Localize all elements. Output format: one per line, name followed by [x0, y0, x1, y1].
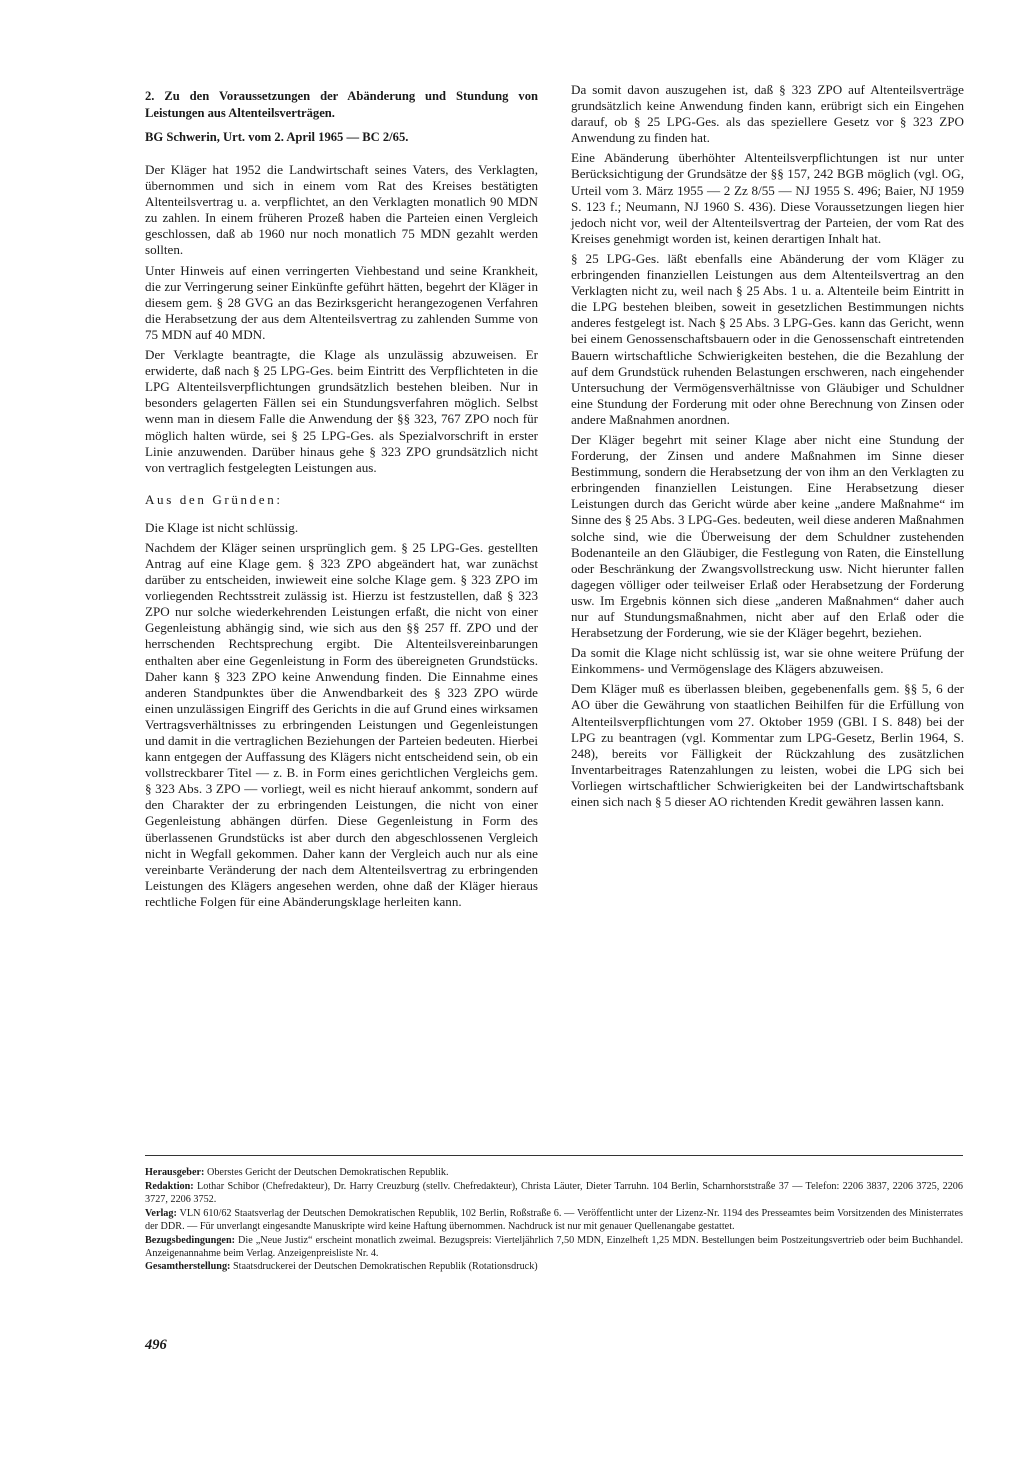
imprint-line	[145, 1180, 963, 1206]
imprint-label: Gesamtherstellung:	[145, 1261, 231, 1273]
imprint-text: Lothar Schibor (Chefredakteur), Dr. Harry Creuzburg (stellv. Chefredakteur), Christa Läuter, Dieter Tarruhn. 104 Berlin, Scharnhorststraße 37 — Telefon: 2206 3837, 2206 3725, 2206 3727, 2206 3752.	[145, 1180, 963, 1205]
paragraph: Dem Kläger muß es überlassen bleiben, gegebenenfalls gem. §§ 5, 6 der AO über die Gewährung von staatlichen Beihilfen für die Erfüllung von Altenteilsverpflichtungen vom 27. Oktober 1959 (GBl. I S. 848) bei der LPG zu beantragen (vgl. Kommentar zum LPG-Gesetz, Berlin 1964, S. 248), bereits vor Fälligkeit der Rückzahlung des zusätzlichen Inventarbeitrages Ratenzahlungen zu leisten, wobei die LPG sich bei Vorliegen wirtschaftlicher Schwierigkeiten bei der Landwirtschaftsbank einen sich nach § 5 dieser AO richtenden Kredit gewähren lassen kann.	[571, 681, 964, 810]
imprint-label: Herausgeber:	[145, 1167, 205, 1178]
paragraph: Die Klage ist nicht schlüssig.	[145, 519, 299, 535]
left-column	[145, 82, 538, 914]
paragraph: Unter Hinweis auf einen verringerten Viehbestand und seine Krankheit, die zur Verringerung seiner Einkünfte geführt hätten, begehrt der Kläger in diesem gem. § 28 GVG an das Bezirksgericht herangezogenen Verfahren die Herabsetzung der aus dem Altenteilsvertrag zu zahlenden Summe von 75 MDN auf 40 MDN.	[145, 262, 538, 342]
paragraph: Der Kläger begehrt mit seiner Klage aber nicht eine Stundung der Forderung, der Zinsen und andere Maßnahmen im Sinne dieser Bestimmung, sondern die Herabsetzung der von ihm an den Verklagten zu erbringenden finanziellen Leistungen. Eine Herabsetzung dieser Leistungen durch das Gericht würde aber keine „andere Maßnahme“ im Sinne des § 25 Abs. 3 LPG-Ges. bedeuten, weil diese anderen Maßnahmen solche sind, wie die Überweisung der dem Schuldner zustehenden Bodenanteile an den Gläubiger, die Festlegung von Raten, die Einstellung oder Beschränkung der Zwangsvollstreckung usw. Nicht hierunter fallen dagegen völliger oder teilweiser Erlaß oder Herabsetzung der Forderung usw. Im Ergebnis können sich diese „anderen Maßnahmen“ daher auch nur auf Stundungsmaßnahmen, nicht aber auf den Erlaß oder die Herabsetzung der Forderung, wie sie der Kläger begehrt, beziehen.	[571, 431, 964, 641]
imprint-label: Bezugsbedingungen:	[145, 1234, 236, 1246]
paragraph: § 25 LPG-Ges. läßt ebenfalls eine Abänderung der vom Kläger zu erbringenden finanziellen Leistungen aus dem Altenteilsvertrag an den Verklagten nicht zu, weil nach § 25 Abs. 1 u. a. Altenteile beim Eintritt in die LPG bestehen bleiben, soweit in gesetzlichen Bestimmungen nichts anderes festgelegt ist. Nach § 25 Abs. 3 LPG-Ges. kann das Gericht, wenn bei einem Genossenschaftsbauern oder in die Genossenschaft eintretenden Bauern wirtschaftliche Schwierigkeiten bestehen, die die Bezahlung der auf dem Grundstück ruhenden Belastungen erschweren, nach eingehender Untersuchung der Vermögensverhältnisse von Gläubiger und Schuldner eine Stundung der Forderung mit oder ohne Berechnung von Zinsen oder andere Maßnahmen anordnen.	[571, 250, 964, 427]
page-number: 496	[145, 1337, 167, 1353]
imprint-line	[145, 1260, 963, 1273]
paragraph: Da somit die Klage nicht schlüssig ist, war sie ohne weitere Prüfung der Einkommens- und Vermögenslage des Klägers abzuweisen.	[571, 645, 964, 677]
imprint-line	[145, 1207, 963, 1233]
imprint-text: Oberstes Gericht der Deutschen Demokratischen Republik.	[204, 1167, 449, 1178]
paragraph: Der Verklagte beantragte, die Klage als unzulässig abzuweisen. Er erwiderte, daß nach § 25 LPG-Ges. beim Eintritt des Verpflichteten in die LPG Altenteilsverpflichtungen grundsätzlich bestehen bleiben. Nur in besonders gelagerten Fällen sei ein Stundungsverfahren möglich. Selbst wenn man in diesem Falle die Anwendung der §§ 323, 767 ZPO noch für möglich halten würde, sei § 25 LPG-Ges. als Spezialvorschrift in erster Linie anzuwenden. Darüber hinaus gehe § 323 ZPO grundsätzlich nicht von vertraglich festgelegten Leistungen aus.	[145, 347, 538, 475]
paragraph: Nachdem der Kläger seinen ursprünglich gem. § 25 LPG-Ges. gestellten Antrag auf eine Klage gem. § 323 ZPO abgeändert hat, war zunächst darüber zu entscheiden, inwieweit eine solche Klage gem. § 323 ZPO im vorliegenden Rechtsstreit zulässig ist. Hierzu ist festzustellen, daß § 323 ZPO nur solche wiederkehrenden Leistungen erfaßt, die nicht von einer Gegenleistung abhängig sind, wie sich aus den §§ 257 ff. ZPO und der herrschenden Rechtsprechung ergibt. Die Altenteilsvereinbarungen enthalten aber eine Gegenleistung in Form des übereigneten Grundstücks. Daher kann § 323 ZPO keine Anwendung finden. Die Einnahme eines anderen Standpunktes über die Anwendbarkeit des § 323 ZPO würde einen unzulässigen Eingriff des Gerichts in die auf Grund eines wirksamen Vertragsverhältnisses zu erbringenden Leistungen und Gegenleistungen und damit in die vertraglichen Beziehungen der Parteien bedeuten. Hierbei kann entgegen der Auffassung des Klägers nicht entscheidend sein, ob ein vollstreckbarer Titel — z. B. in Form eines gerichtlichen Vergleichs gem. § 323 Abs. 3 ZPO — vorliegt, weil es nicht hierauf ankommt, sondern auf den Charakter der zu erbringenden Leistungen, die nicht von einer Gegenleistung abhängen dürfen. Diese Gegenleistung in Form des überlassenen Grundstücks ist aber durch den abgeschlossenen Vergleich nicht in Wegfall gekommen. Daher kann der Vergleich auch nur als eine vereinbarte Veränderung der nach dem Altenteilsvertrag zu erbringenden Leistungen des Klägers angesehen werden, ohne daß der Kläger hieraus rechtliche Folgen für eine Abänderungsklage herleiten kann.	[145, 539, 538, 909]
paragraph: Eine Abänderung überhöhter Altenteilsverpflichtungen ist nur unter Berücksichtigung der Grundsätze der §§ 157, 242 BGB möglich (vgl. OG, Urteil vom 3. März 1955 — 2 Zz 8/55 — NJ 1955 S. 496; Baier, NJ 1959 S. 123 f.; Neumann, NJ 1960 S. 436). Diese Voraussetzungen liegen hier jedoch nicht vor, weil der Altenteilsvertrag der Parteien, der vom Rat des Kreises genehmigt worden ist, keinen derartigen Inhalt hat.	[571, 150, 964, 246]
paragraph: Der Kläger hat 1952 die Landwirtschaft seines Vaters, des Verklagten, übernommen und sich in einem vom Rat des Kreises bestätigten Altenteilsvertrag u. a. verpflichtet, an den Verklagten monatlich 90 MDN zu zahlen. In einem früheren Prozeß haben die Parteien einen Vergleich geschlossen, daß ab 1960 nur noch monatlich 75 MDN gezahlt werden sollten.	[145, 162, 538, 258]
imprint-line	[145, 1166, 963, 1179]
imprint-text: VLN 610/62 Staatsverlag der Deutschen Demokratischen Republik, 102 Berlin, Roßstraße 6. — Veröffentlicht unter der Lizenz-Nr. 1194 des Presseamtes beim Vorsitzenden des Ministerrates der DDR. — Für unverlangt eingesandte Manuskripte wird keine Haftung übernommen. Nachdruck ist nur mit genauer Quellenangabe gestattet.	[145, 1207, 963, 1232]
imprint-label: Verlag:	[145, 1207, 177, 1219]
paragraph: Da somit davon auszugehen ist, daß § 323 ZPO auf Altenteilsverträge grundsätzlich keine Anwendung finden kann, erübrigt sich ein Eingehen darauf, ob § 25 LPG-Ges. als das speziellere Gesetz vor § 323 ZPO Anwendung zu finden hat.	[571, 82, 964, 146]
imprint-line	[145, 1234, 963, 1260]
court-citation: BG Schwerin, Urt. vom 2. April 1965 — BC 2/65.	[145, 130, 409, 144]
imprint-block	[145, 1166, 963, 1274]
footer-divider	[145, 1155, 963, 1156]
imprint-label: Redaktion:	[145, 1180, 194, 1192]
right-column	[571, 82, 964, 814]
imprint-text: Die „Neue Justiz“ erscheint monatlich zweimal. Bezugspreis: Vierteljährlich 7,50 MDN, Einzelheft 1,25 MDN. Bestellungen beim Postzeitungsvertrieb oder beim Buchhandel. Anzeigenannahme beim Verlag. Anzeigenpreisliste Nr. 4.	[145, 1234, 963, 1259]
section-subheading: Aus den Gründen:	[145, 491, 283, 507]
article-heading: 2. Zu den Voraussetzungen der Abänderung und Stundung von Leistungen aus Altenteilsverträgen.	[145, 89, 538, 120]
imprint-text: Staatsdruckerei der Deutschen Demokratischen Republik (Rotationsdruck)	[230, 1261, 538, 1273]
